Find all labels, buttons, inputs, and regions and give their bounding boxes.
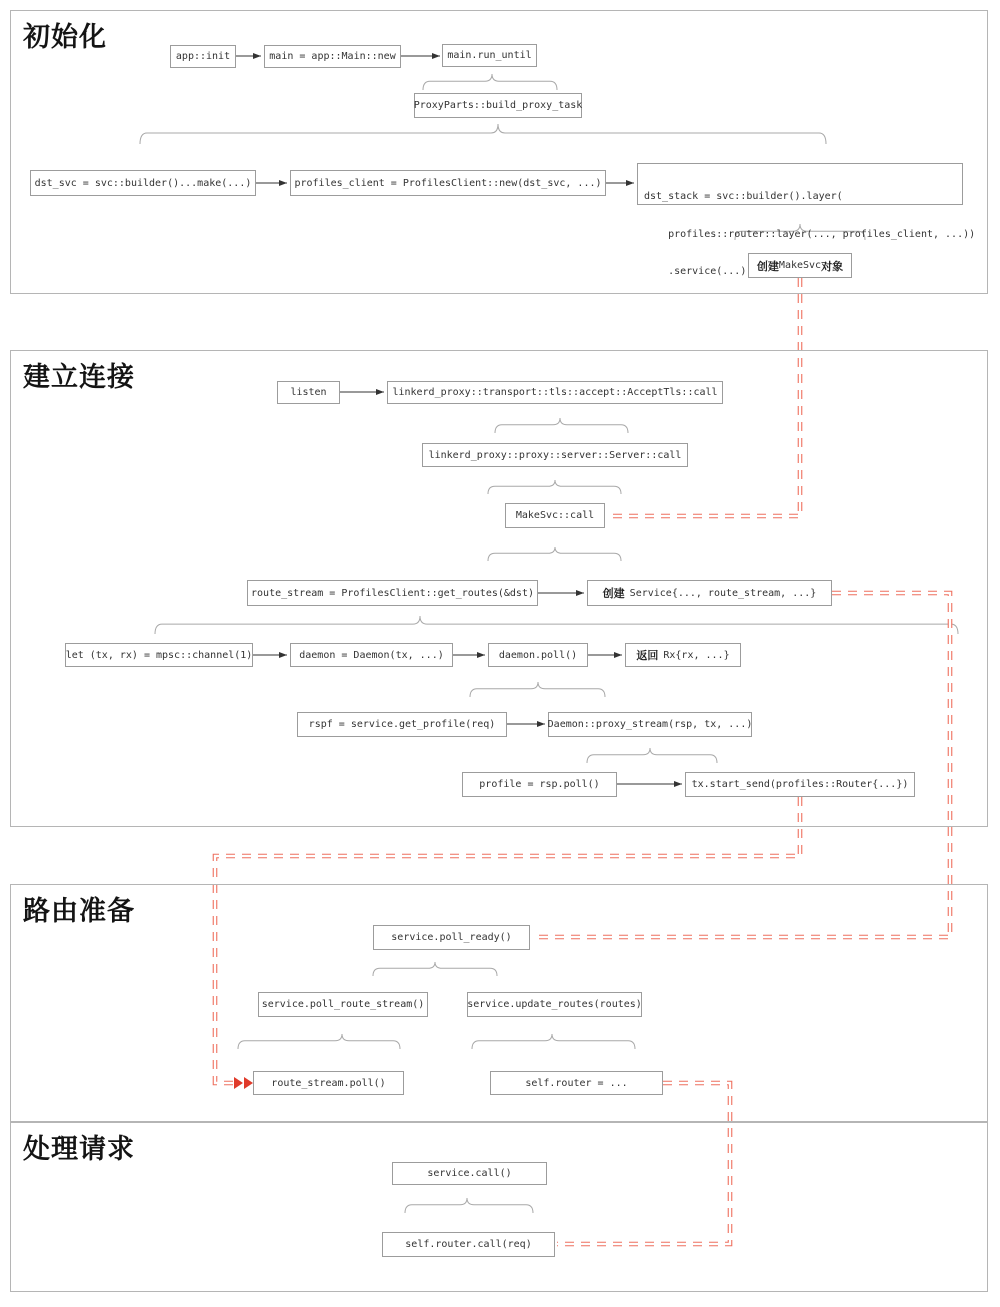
node-daemon-poll: daemon.poll() <box>488 643 588 667</box>
node-dst-svc: dst_svc = svc::builder()...make(...) <box>30 170 256 196</box>
node-profiles-client: profiles_client = ProfilesClient::new(dst_svc, ...) <box>290 170 606 196</box>
node-self-router-call: self.router.call(req) <box>382 1232 555 1257</box>
create-makesvc-suffix: 对象 <box>821 259 844 273</box>
create-makesvc-code: MakeSvc <box>778 260 822 271</box>
node-mpsc-channel: let (tx, rx) = mpsc::channel(1) <box>65 643 253 667</box>
node-route-stream-poll: route_stream.poll() <box>253 1071 404 1095</box>
node-create-makesvc-object <box>748 253 852 278</box>
node-poll-route-stream: service.poll_route_stream() <box>258 992 428 1017</box>
node-app-init: app::init <box>170 45 236 68</box>
node-get-profile: rspf = service.get_profile(req) <box>297 712 507 737</box>
node-tx-start-send: tx.start_send(profiles::Router{...}) <box>685 772 915 797</box>
node-get-routes: route_stream = ProfilesClient::get_routes(&dst) <box>247 580 538 606</box>
node-listen: listen <box>277 381 340 404</box>
dst-stack-line2: profiles::router::layer(..., profiles_client, ...)) <box>644 228 976 240</box>
node-main-run-until: main.run_until <box>442 44 537 67</box>
node-service-call: service.call() <box>392 1162 547 1185</box>
create-service-prefix: 创建 <box>602 587 625 600</box>
node-proxy-stream: Daemon::proxy_stream(rsp, tx, ...) <box>548 712 752 737</box>
return-rx-prefix: 返回 <box>636 649 659 662</box>
node-rsp-poll: profile = rsp.poll() <box>462 772 617 797</box>
create-service-code: Service{..., route_stream, ...} <box>629 587 817 599</box>
node-main-new: main = app::Main::new <box>264 45 401 68</box>
section-title-route-prepare: 路由准备 <box>23 896 135 926</box>
node-create-service <box>587 580 832 606</box>
node-self-router-assign: self.router = ... <box>490 1071 663 1095</box>
node-makesvc-call: MakeSvc::call <box>505 503 605 528</box>
section-title-connect: 建立连接 <box>23 362 135 392</box>
section-title-handle-request: 处理请求 <box>23 1134 135 1164</box>
section-title-init: 初始化 <box>23 22 107 52</box>
return-rx-code: Rx{rx, ...} <box>663 649 730 661</box>
dst-stack-line3: .service(...) <box>644 266 747 277</box>
dst-stack-line1: dst_stack = svc::builder().layer( <box>644 191 843 202</box>
node-poll-ready: service.poll_ready() <box>373 925 530 950</box>
node-daemon-new: daemon = Daemon(tx, ...) <box>290 643 453 667</box>
create-makesvc-prefix: 创建 <box>756 259 779 273</box>
node-update-routes: service.update_routes(routes) <box>467 992 642 1017</box>
node-build-proxy-task: ProxyParts::build_proxy_task <box>414 93 582 118</box>
node-return-rx <box>625 643 741 667</box>
node-server-call: linkerd_proxy::proxy::server::Server::call <box>422 443 688 467</box>
node-accept-tls-call: linkerd_proxy::transport::tls::accept::AcceptTls::call <box>387 381 723 404</box>
